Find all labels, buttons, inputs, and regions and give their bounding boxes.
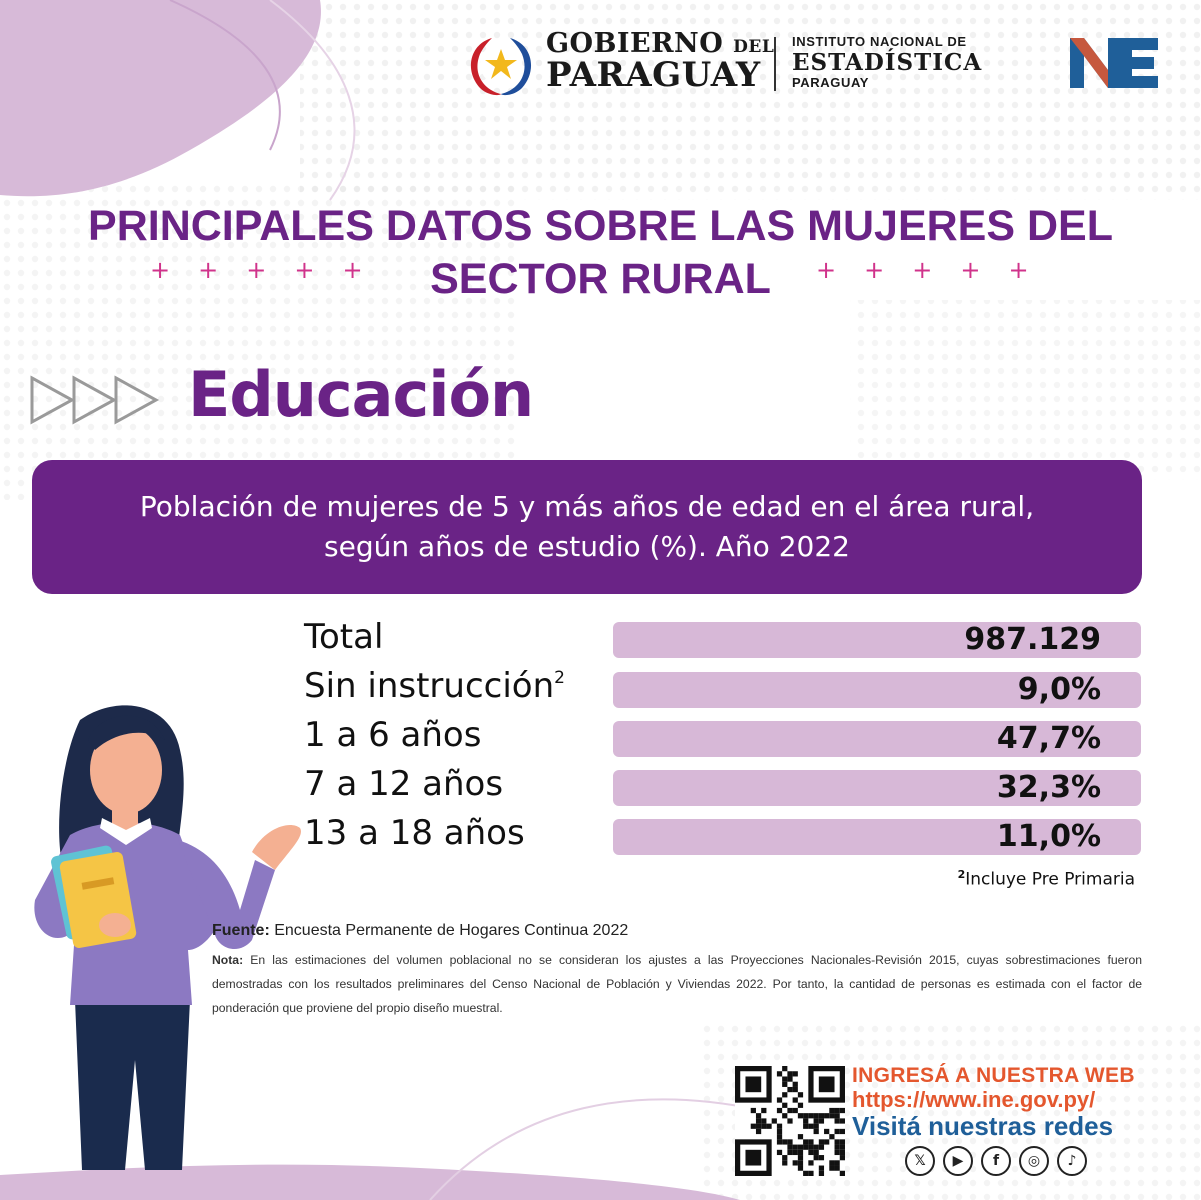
social-heading: Visitá nuestras redes: [852, 1111, 1114, 1141]
website-link[interactable]: https://www.ine.gov.py/: [852, 1087, 1096, 1112]
row-label-13-18: 13 a 18 años: [304, 813, 525, 853]
ine-line1: INSTITUTO NACIONAL DE: [792, 34, 967, 49]
x-twitter-icon[interactable]: 𝕏: [905, 1146, 935, 1176]
ine-logo-icon: [1068, 36, 1160, 90]
plus-decoration-left: +++++: [150, 256, 391, 284]
facebook-icon[interactable]: f: [981, 1146, 1011, 1176]
page-title-line1: PRINCIPALES DATOS SOBRE LAS MUJERES DEL: [88, 202, 1113, 250]
gov-line1-small: DEL: [733, 37, 775, 57]
gov-line1: GOBIERNO: [546, 28, 724, 59]
row-value-total: 987.129: [613, 622, 1141, 658]
source-text: Encuesta Permanente de Hogares Continua 2022: [274, 922, 629, 939]
social-icons: [905, 1146, 1087, 1176]
row-label-sup: 2: [554, 667, 565, 688]
row-value-sin-instruccion: 9,0%: [613, 672, 1141, 708]
note: [212, 948, 1142, 1020]
page-title-line2: SECTOR RURAL: [430, 255, 771, 303]
ine-line3: PARAGUAY: [792, 75, 870, 90]
row-label-7-12: 7 a 12 años: [304, 764, 504, 804]
footnote: [860, 868, 1135, 890]
plus-decoration-right: +++++: [816, 256, 1057, 284]
subtitle-line2: según años de estudio (%). Año 2022: [324, 530, 850, 563]
row-label-total: Total: [304, 617, 384, 657]
subtitle-box: [32, 460, 1142, 594]
section-title: Educación: [188, 358, 534, 431]
instagram-icon[interactable]: ◎: [1019, 1146, 1049, 1176]
cta-heading: INGRESÁ A NUESTRA WEB: [852, 1064, 1135, 1087]
tiktok-icon[interactable]: ♪: [1057, 1146, 1087, 1176]
footnote-text: Incluye Pre Primaria: [965, 869, 1135, 890]
footnote-sup: 2: [957, 868, 966, 881]
woman-illustration: [20, 700, 320, 1180]
note-label: Nota:: [212, 953, 244, 967]
row-value-1-6: 47,7%: [613, 721, 1141, 757]
row-label-sin-instruccion: [304, 666, 565, 706]
government-emblem-icon: [462, 30, 540, 98]
source-label: Fuente:: [212, 922, 270, 939]
qr-code[interactable]: [735, 1066, 845, 1176]
youtube-icon[interactable]: ▶: [943, 1146, 973, 1176]
row-value-7-12: 32,3%: [613, 770, 1141, 806]
ine-logo-text: NE: [1114, 66, 1116, 67]
government-wordmark: [546, 28, 775, 95]
note-text: En las estimaciones del volumen poblacional no se consideran los ajustes a las Proyecciones Nacionales-Revisión 2015, cuyas sobrestimaciones fueron demostradas con los resultados preliminares del Censo Nacional de Población y Viviendas 2022. Por tanto, la cantidad de personas es estimada con el factor de ponderación que proviene del propio diseño muestral.: [212, 953, 1142, 1015]
ine-line2: ESTADÍSTICA: [792, 49, 983, 76]
subtitle-line1: Población de mujeres de 5 y más años de edad en el área rural,: [139, 490, 1035, 523]
row-label-1-6: 1 a 6 años: [304, 715, 482, 755]
gov-line2: PARAGUAY: [546, 55, 761, 95]
row-value-13-18: 11,0%: [613, 819, 1141, 855]
row-label-text: Sin instrucción: [304, 666, 555, 706]
ine-wordmark: [792, 35, 982, 89]
source: [212, 922, 628, 940]
header-divider: [774, 37, 776, 91]
